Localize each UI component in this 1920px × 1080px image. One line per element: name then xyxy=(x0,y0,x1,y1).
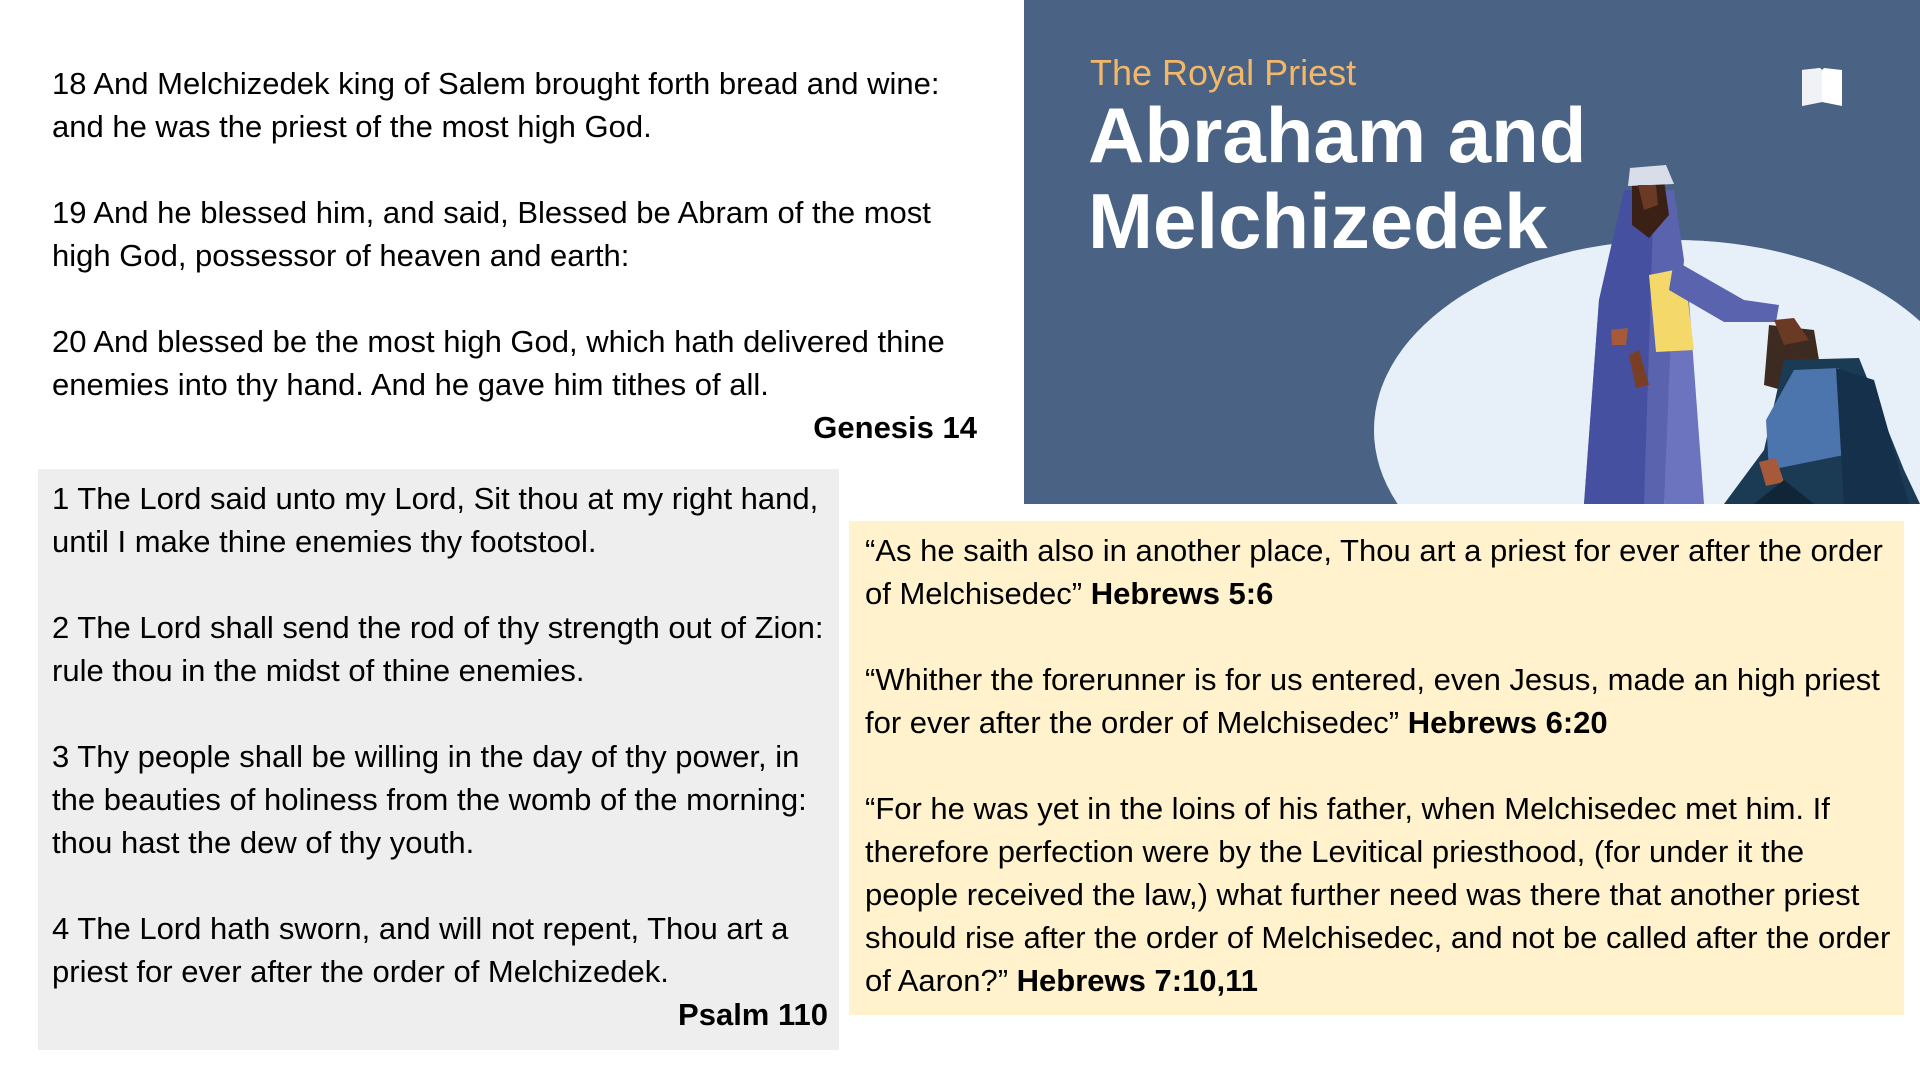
hebrews-quote-3 xyxy=(865,787,1895,1002)
hebrews-quote-text: “Whither the forerunner is for us entered, even Jesus, made an high priest for ever after the order of Melchisedec” xyxy=(865,662,1880,740)
hebrews-reference: Hebrews 6:20 xyxy=(1407,705,1608,740)
psalm-verse-4: 4 The Lord hath sworn, and will not repent, Thou art a priest for ever after the order of Melchizedek. xyxy=(52,911,789,989)
psalm-reference: Psalm 110 xyxy=(678,997,828,1032)
genesis-verse-18: 18 And Melchizedek king of Salem brought forth bread and wine: and he was the priest of the most high God. xyxy=(52,66,940,144)
hebrews-quote-2 xyxy=(865,658,1895,744)
genesis-verse-20: 20 And blessed be the most high God, which hath delivered thine enemies into thy hand. And he gave him tithes of all. xyxy=(52,324,945,402)
title-card xyxy=(1024,0,1920,504)
card-title: Abraham and Melchizedek xyxy=(1088,91,1587,265)
genesis-reference: Genesis 14 xyxy=(813,410,977,445)
card-kicker: The Royal Priest xyxy=(1090,52,1357,93)
psalm-verse-2: 2 The Lord shall send the rod of thy strength out of Zion: rule thou in the midst of thine enemies. xyxy=(52,610,824,688)
bookmark-book-icon xyxy=(1800,66,1844,110)
psalm-passage xyxy=(52,477,828,1036)
hebrews-quote-1 xyxy=(865,529,1895,615)
psalm-verse-1: 1 The Lord said unto my Lord, Sit thou at my right hand, until I make thine enemies thy footstool. xyxy=(52,481,819,559)
genesis-verse-19: 19 And he blessed him, and said, Blessed be Abram of the most high God, possessor of heaven and earth: xyxy=(52,195,931,273)
psalm-verse-3: 3 Thy people shall be willing in the day of thy power, in the beauties of holiness from the womb of the morning: thou hast the dew of thy youth. xyxy=(52,739,807,860)
hebrews-passage xyxy=(865,529,1895,1002)
hebrews-reference: Hebrews 5:6 xyxy=(1090,576,1274,611)
hebrews-quote-text: “As he saith also in another place, Thou art a priest for ever after the order of Melchisedec” xyxy=(865,533,1883,611)
hebrews-reference: Hebrews 7:10,11 xyxy=(1016,963,1258,998)
hebrews-quote-text: “For he was yet in the loins of his father, when Melchisedec met him. If therefore perfection were by the Levitical priesthood, (for under it the people received the law,) what further need was there that another priest should rise after the order of Melchisedec, and not be called after the order of Aaron?” xyxy=(865,791,1891,998)
genesis-passage xyxy=(52,62,977,449)
